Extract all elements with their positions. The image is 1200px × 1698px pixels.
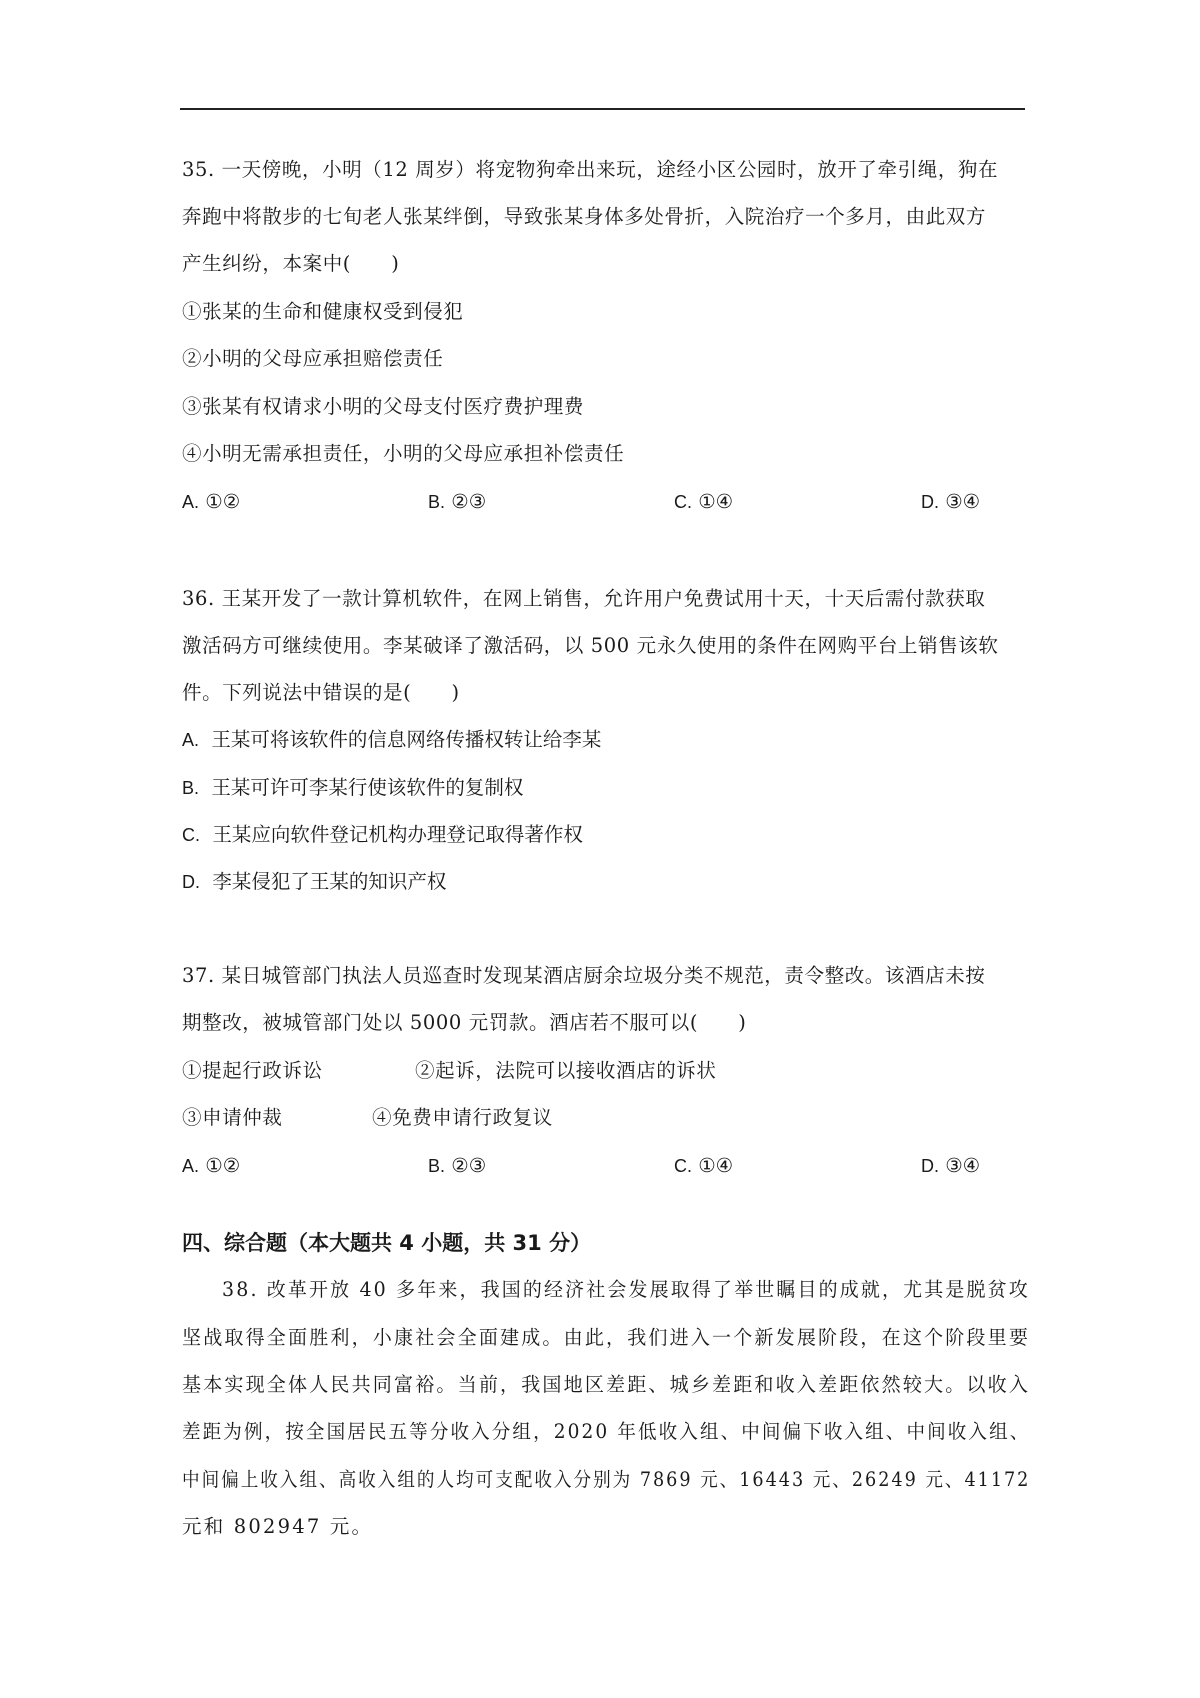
option-letter: B. [428,1156,446,1176]
question-37-statement-2: ②起诉，法院可以接收酒店的诉状 [415,1059,717,1082]
option-letter: C. [674,492,692,512]
question-35-option-c [674,488,733,516]
option-letter: D. [182,872,200,892]
header-rule [180,108,1025,110]
option-letter: A. [182,492,200,512]
question-35-option-d [921,488,980,516]
question-37-option-d [921,1152,980,1180]
option-letter: B. [182,778,200,798]
question-37-stem-line-1: 37. 某日城管部门执法人员巡查时发现某酒店厨余垃圾分类不规范，责令整改。该酒店未按 [182,964,986,987]
question-36-stem-line-2: 激活码方可继续使用。李某破译了激活码，以 500 元永久使用的条件在网购平台上销售该软 [182,634,999,657]
option-letter: C. [674,1156,692,1176]
option-text: 李某侵犯了王某的知识产权 [212,870,447,893]
question-38-line-5: 中间偏上收入组、高收入组的人均可支配收入分别为 7869 元、16443 元、26249 元、41172 [182,1468,1031,1491]
option-text: 王某应向软件登记机构办理登记取得著作权 [212,823,583,846]
question-36-option-b [182,774,523,802]
question-36-option-d [182,868,446,896]
option-letter: A. [182,730,200,750]
question-35-stem-line-3: 产生纠纷，本案中( ) [182,252,400,275]
option-text: ①② [205,490,241,513]
question-35-statement-3: ③张某有权请求小明的父母支付医疗费护理费 [182,395,585,418]
option-text: ②③ [451,490,487,513]
option-text: ①④ [698,490,734,513]
question-35-stem-line-1: 35. 一天傍晚，小明（12 周岁）将宠物狗牵出来玩，途经小区公园时，放开了牵引绳，狗在 [182,158,999,181]
question-38-line-1: 38. 改革开放 40 多年来，我国的经济社会发展取得了举世瞩目的成就，尤其是脱贫攻 [222,1278,1030,1301]
question-35-statement-4: ④小明无需承担责任，小明的父母应承担补偿责任 [182,442,625,465]
question-36-stem-line-1: 36. 王某开发了一款计算机软件，在网上销售，允许用户免费试用十天，十天后需付款获取 [182,587,986,610]
question-35-option-a [182,488,240,516]
option-letter: D. [921,1156,939,1176]
option-text: ①② [205,1154,241,1177]
question-36-option-a [182,726,601,754]
question-35-statement-2: ②小明的父母应承担赔偿责任 [182,347,444,370]
question-37-option-c [674,1152,733,1180]
option-letter: A. [182,1156,200,1176]
question-35-stem-line-2: 奔跑中将散步的七旬老人张某绊倒，导致张某身体多处骨折，入院治疗一个多月，由此双方 [182,205,987,228]
option-letter: D. [921,492,939,512]
option-text: 王某可许可李某行使该软件的复制权 [211,776,524,799]
option-text: ③④ [945,490,981,513]
question-35-option-b [428,488,486,516]
question-38-line-4: 差距为例，按全国居民五等分收入分组，2020 年低收入组、中间偏下收入组、中间收入组、 [182,1420,1031,1443]
question-37-statement-3: ③申请仲裁 [182,1106,283,1129]
option-text: ③④ [945,1154,981,1177]
question-38-line-6: 元和 802947 元。 [182,1515,374,1538]
question-36-option-c [182,821,583,849]
question-37-stem-line-2: 期整改，被城管部门处以 5000 元罚款。酒店若不服可以( ) [182,1011,747,1034]
option-letter: B. [428,492,446,512]
question-37-option-b [428,1152,486,1180]
question-37-statement-1: ①提起行政诉讼 [182,1059,323,1082]
option-text: ①④ [698,1154,734,1177]
option-text: ②③ [451,1154,487,1177]
question-36-stem-line-3: 件。下列说法中错误的是( ) [182,681,460,704]
option-text: 王某可将该软件的信息网络传播权转让给李某 [211,728,602,751]
question-35-statement-1: ①张某的生命和健康权受到侵犯 [182,300,464,323]
section-4-title: 四、综合题（本大题共 4 小题，共 31 分） [182,1231,592,1255]
question-38-line-2: 坚战取得全面胜利，小康社会全面建成。由此，我们进入一个新发展阶段，在这个阶段里要 [182,1326,1031,1349]
question-38-line-3: 基本实现全体人民共同富裕。当前，我国地区差距、城乡差距和收入差距依然较大。以收入 [182,1373,1031,1396]
question-37-option-a [182,1152,240,1180]
option-letter: C. [182,825,200,845]
question-37-statement-4: ④免费申请行政复议 [372,1106,553,1129]
